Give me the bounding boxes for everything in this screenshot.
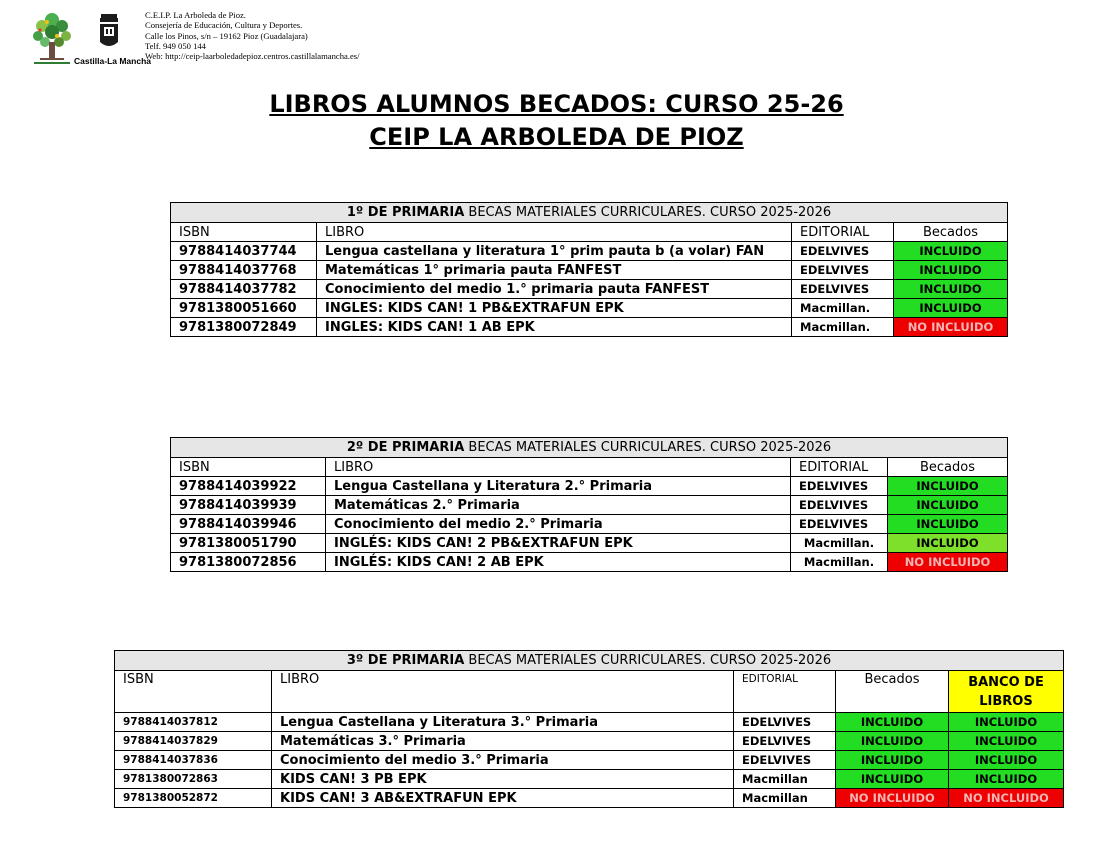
isbn-cell: 9788414039946 — [171, 515, 326, 534]
table-row — [171, 496, 1008, 515]
bank-status-badge: INCLUIDO — [949, 713, 1064, 732]
status-badge: INCLUIDO — [836, 770, 949, 789]
caption-text: BECAS MATERIALES CURRICULARES. CURSO 2025-2026 — [464, 653, 832, 668]
table-row — [171, 534, 1008, 553]
publisher-cell: Macmillan. — [792, 299, 894, 318]
status-badge: INCLUIDO — [894, 280, 1008, 299]
table-row — [115, 789, 1064, 808]
isbn-cell: 9788414037782 — [171, 280, 317, 299]
publisher-cell: EDELVIVES — [792, 261, 894, 280]
isbn-cell: 9788414037829 — [115, 732, 272, 751]
publisher-cell: EDELVIVES — [734, 732, 836, 751]
address-line: Calle los Pinos, s/n – 19162 Pioz (Guadalajara) — [145, 30, 308, 41]
status-badge: INCLUIDO — [888, 534, 1008, 553]
col-libro: LIBRO — [272, 671, 734, 713]
status-badge: INCLUIDO — [836, 713, 949, 732]
table-caption-row — [115, 651, 1064, 671]
book-cell: Lengua Castellana y Literatura 2.° Primaria — [326, 477, 791, 496]
col-becados: Becados — [888, 458, 1008, 477]
table-row — [115, 732, 1064, 751]
col-isbn: ISBN — [115, 671, 272, 713]
book-cell: INGLES: KIDS CAN! 1 AB EPK — [317, 318, 792, 337]
ministry-line: Consejería de Educación, Cultura y Deportes. — [145, 20, 303, 31]
col-isbn: ISBN — [171, 458, 326, 477]
table-1-primaria — [170, 202, 1008, 337]
column-header-row — [171, 458, 1008, 477]
castle-crest-icon — [74, 12, 144, 54]
table-row — [171, 477, 1008, 496]
table-row — [171, 515, 1008, 534]
status-badge: INCLUIDO — [888, 515, 1008, 534]
status-badge: NO INCLUIDO — [888, 553, 1008, 572]
publisher-cell: Macmillan — [734, 789, 836, 808]
grade-label: 1º DE PRIMARIA — [346, 205, 465, 220]
status-badge: NO INCLUIDO — [836, 789, 949, 808]
isbn-cell: 9788414039922 — [171, 477, 326, 496]
col-becados: Becados — [894, 223, 1008, 242]
document-title — [0, 88, 1113, 154]
col-isbn: ISBN — [171, 223, 317, 242]
table-caption — [115, 651, 1064, 671]
table-caption-row — [171, 203, 1008, 223]
publisher-cell: EDELVIVES — [792, 242, 894, 261]
col-libro: LIBRO — [326, 458, 791, 477]
status-badge: INCLUIDO — [888, 496, 1008, 515]
status-badge: INCLUIDO — [894, 242, 1008, 261]
table-caption — [171, 438, 1008, 458]
table-row — [115, 713, 1064, 732]
table-row — [171, 553, 1008, 572]
isbn-cell: 9781380072849 — [171, 318, 317, 337]
book-cell: Lengua castellana y literatura 1° prim pauta b (a volar) FAN — [317, 242, 792, 261]
table-2-primaria — [170, 437, 1008, 572]
bank-status-badge: INCLUIDO — [949, 751, 1064, 770]
status-badge: INCLUIDO — [836, 751, 949, 770]
table-row — [171, 261, 1008, 280]
phone-line: Telf. 949 050 144 — [145, 40, 206, 51]
school-tree-logo-icon — [30, 8, 74, 66]
book-cell: Lengua Castellana y Literatura 3.° Primaria — [272, 713, 734, 732]
status-badge: INCLUIDO — [894, 299, 1008, 318]
isbn-cell: 9788414037744 — [171, 242, 317, 261]
isbn-cell: 9788414037812 — [115, 713, 272, 732]
publisher-cell: Macmillan. — [791, 534, 888, 553]
status-badge: INCLUIDO — [888, 477, 1008, 496]
book-cell: INGLÉS: KIDS CAN! 2 PB&EXTRAFUN EPK — [326, 534, 791, 553]
table-row — [171, 242, 1008, 261]
isbn-cell: 9788414037836 — [115, 751, 272, 770]
isbn-cell: 9788414039939 — [171, 496, 326, 515]
book-cell: INGLES: KIDS CAN! 1 PB&EXTRAFUN EPK — [317, 299, 792, 318]
publisher-cell: Macmillan — [734, 770, 836, 789]
publisher-cell: EDELVIVES — [792, 280, 894, 299]
book-cell: INGLÉS: KIDS CAN! 2 AB EPK — [326, 553, 791, 572]
col-banco-de-libros: BANCO DE LIBROS — [949, 671, 1064, 713]
grade-label: 2º DE PRIMARIA — [346, 440, 465, 455]
book-cell: Matemáticas 2.° Primaria — [326, 496, 791, 515]
publisher-cell: Macmillan. — [792, 318, 894, 337]
book-cell: Matemáticas 3.° Primaria — [272, 732, 734, 751]
status-badge: INCLUIDO — [894, 261, 1008, 280]
isbn-cell: 9781380051790 — [171, 534, 326, 553]
school-name-line: C.E.I.P. La Arboleda de Pioz. — [145, 10, 246, 20]
book-cell: Conocimiento del medio 3.° Primaria — [272, 751, 734, 770]
bank-status-badge: INCLUIDO — [949, 770, 1064, 789]
publisher-cell: EDELVIVES — [734, 751, 836, 770]
col-editorial: EDITORIAL — [791, 458, 888, 477]
bank-status-badge: NO INCLUIDO — [949, 789, 1064, 808]
castilla-la-mancha-label: Castilla-La Mancha — [74, 56, 151, 66]
column-header-row — [115, 671, 1064, 713]
book-cell: Conocimiento del medio 2.° Primaria — [326, 515, 791, 534]
publisher-cell: EDELVIVES — [734, 713, 836, 732]
isbn-cell: 9781380051660 — [171, 299, 317, 318]
col-libro: LIBRO — [317, 223, 792, 242]
column-header-row — [171, 223, 1008, 242]
grade-label: 3º DE PRIMARIA — [346, 653, 465, 668]
isbn-cell: 9788414037768 — [171, 261, 317, 280]
status-badge: NO INCLUIDO — [894, 318, 1008, 337]
castilla-la-mancha-logo — [74, 12, 151, 66]
book-cell: Matemáticas 1° primaria pauta FANFEST — [317, 261, 792, 280]
publisher-cell: EDELVIVES — [791, 515, 888, 534]
book-cell: KIDS CAN! 3 AB&EXTRAFUN EPK — [272, 789, 734, 808]
book-cell: KIDS CAN! 3 PB EPK — [272, 770, 734, 789]
isbn-cell: 9781380052872 — [115, 789, 272, 808]
table-row — [171, 299, 1008, 318]
table-row — [115, 770, 1064, 789]
school-contact-info — [145, 10, 360, 61]
book-cell: Conocimiento del medio 1.° primaria pauta FANFEST — [317, 280, 792, 299]
table-caption — [171, 203, 1008, 223]
table-row — [171, 280, 1008, 299]
publisher-cell: EDELVIVES — [791, 496, 888, 515]
table-3-primaria — [114, 650, 1064, 808]
publisher-cell: EDELVIVES — [791, 477, 888, 496]
caption-text: BECAS MATERIALES CURRICULARES. CURSO 2025-2026 — [464, 440, 832, 455]
bank-status-badge: INCLUIDO — [949, 732, 1064, 751]
col-editorial: EDITORIAL — [792, 223, 894, 242]
status-badge: INCLUIDO — [836, 732, 949, 751]
title-line-1: LIBROS ALUMNOS BECADOS: CURSO 25-26 — [269, 90, 844, 118]
caption-text: BECAS MATERIALES CURRICULARES. CURSO 2025-2026 — [464, 205, 832, 220]
isbn-cell: 9781380072856 — [171, 553, 326, 572]
web-line: Web: http://ceip-laarboledadepioz.centros.castillalamancha.es/ — [145, 51, 360, 62]
table-caption-row — [171, 438, 1008, 458]
col-editorial: EDITORIAL — [734, 671, 836, 713]
col-becados: Becados — [836, 671, 949, 713]
title-line-2: CEIP LA ARBOLEDA DE PIOZ — [369, 123, 744, 151]
table-row — [115, 751, 1064, 770]
publisher-cell: Macmillan. — [791, 553, 888, 572]
isbn-cell: 9781380072863 — [115, 770, 272, 789]
table-row — [171, 318, 1008, 337]
